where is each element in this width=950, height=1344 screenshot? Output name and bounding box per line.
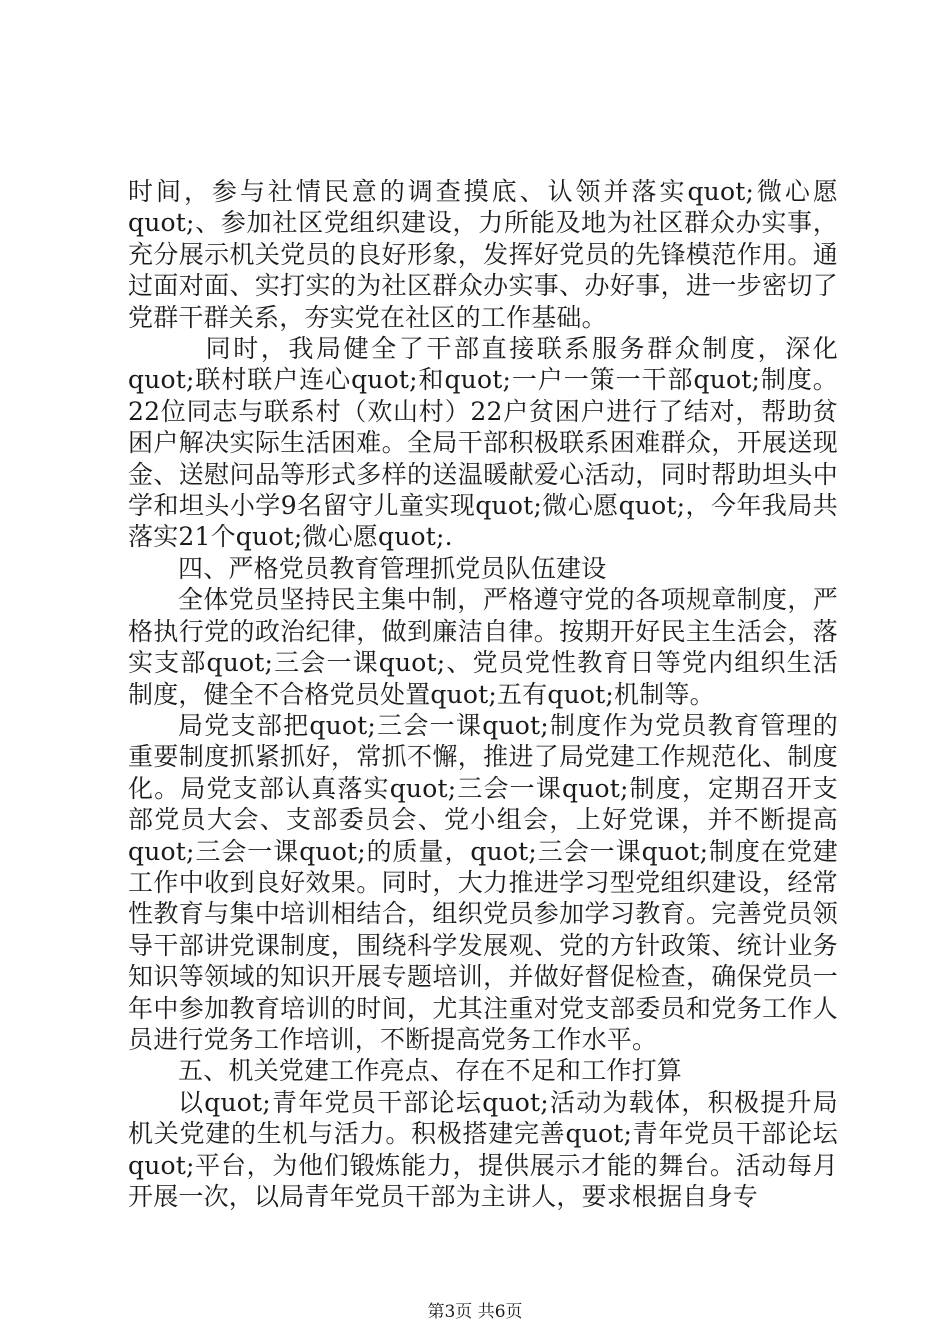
paragraph-5: 以quot;青年党员干部论坛quot;活动为载体，积极提升局机关党建的生机与活力。积极搭建完善quot;青年党员干部论坛quot;平台，为他们锻炼能力，提供展示才能的舞台。活动每月开展一次，以局青年党员干部为主讲人，要求根据自身专 [128, 1087, 838, 1211]
paragraph-2: 同时，我局健全了干部直接联系服务群众制度，深化quot;联村联户连心quot;和quot;一户一策一干部quot;制度。22位同志与联系村（欢山村）22户贫困户进行了结对，帮助贫困户解决实际生活困难。全局干部积极联系困难群众，开展送现金、送慰问品等形式多样的送温暖献爱心活动，同时帮助坦头中学和坦头小学9名留守儿童实现quot;微心愿quot;，今年我局共落实21个quot;微心愿quot;. [128, 334, 838, 552]
paragraph-4: 局党支部把quot;三会一课quot;制度作为党员教育管理的重要制度抓紧抓好，常抓不懈，推进了局党建工作规范化、制度化。局党支部认真落实quot;三会一课quot;制度，定期召开支部党员大会、支部委员会、党小组会，上好党课，并不断提高quot;三会一课quot;的质量，quot;三会一课quot;制度在党建工作中收到良好效果。同时，大力推进学习型党组织建设，经常性教育与集中培训相结合，组织党员参加学习教育。完善党员领导干部讲党课制度，围绕科学发展观、党的方针政策、统计业务知识等领域的知识开展专题培训，并做好督促检查，确保党员一年中参加教育培训的时间，尤其注重对党支部委员和党务工作人员进行党务工作培训，不断提高党务工作水平。 [128, 710, 838, 1054]
paragraph-1: 时间，参与社情民意的调查摸底、认领并落实quot;微心愿quot;、参加社区党组织建设，力所能及地为社区群众办实事，充分展示机关党员的良好形象，发挥好党员的先锋模范作用。通过面对面、实打实的为社区群众办实事、办好事，进一步密切了党群干群关系，夯实党在社区的工作基础。 [128, 177, 838, 332]
paragraph-3: 全体党员坚持民主集中制，严格遵守党的各项规章制度，严格执行党的政治纪律，做到廉洁自律。按期开好民主生活会，落实支部quot;三会一课quot;、党员党性教育日等党内组织生活制度，健全不合格党员处置quot;五有quot;机制等。 [128, 585, 838, 709]
section-heading-5: 五、机关党建工作亮点、存在不足和工作打算 [178, 1056, 683, 1086]
page-footer: 第3页 共6页 [427, 1302, 523, 1322]
document-body [128, 176, 838, 1212]
section-heading-4: 四、严格党员教育管理抓党员队伍建设 [178, 553, 607, 583]
